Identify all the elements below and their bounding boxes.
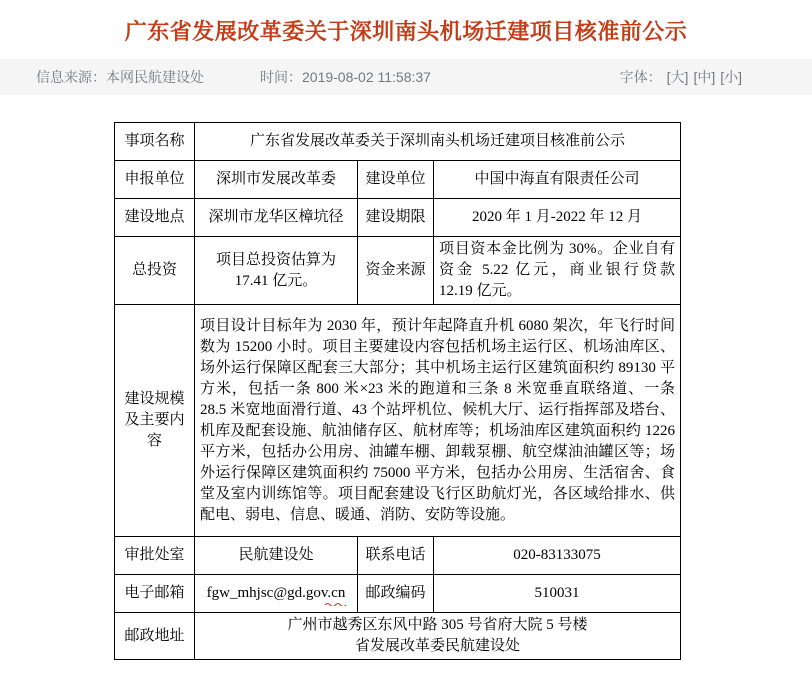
row-value-approval-office: 民航建设处 bbox=[195, 537, 358, 575]
row-label-total-investment: 总投资 bbox=[115, 237, 195, 305]
spellcheck-squiggle-icon bbox=[325, 602, 346, 606]
row-value-phone: 020-83133075 bbox=[434, 537, 681, 575]
row-label-postcode: 邮政编码 bbox=[358, 575, 434, 613]
row-value-address bbox=[195, 613, 681, 660]
time-info: 时间：2019-08-02 11:58:37 bbox=[260, 69, 431, 85]
font-size-controls bbox=[620, 67, 742, 87]
row-label-location: 建设地点 bbox=[115, 199, 195, 237]
email-text: fgw_mhjsc@gd.gov.cn bbox=[206, 585, 346, 601]
address-line-2: 省发展改革委民航建设处 bbox=[355, 638, 521, 654]
row-value-email bbox=[195, 575, 358, 613]
row-label-scale: 建设规模及主要内容 bbox=[115, 305, 195, 537]
row-value-construction-unit: 中国中海直有限责任公司 bbox=[434, 161, 681, 199]
address-line-1: 广州市越秀区东风中路 305 号省府大院 5 号楼 bbox=[287, 617, 588, 633]
row-label-email: 电子邮箱 bbox=[115, 575, 195, 613]
table-row-scale bbox=[115, 305, 681, 537]
row-label-construction-unit: 建设单位 bbox=[358, 161, 434, 199]
row-label-address: 邮政地址 bbox=[115, 613, 195, 660]
row-label-item-name: 事项名称 bbox=[115, 123, 195, 161]
font-size-small-button[interactable]: [小] bbox=[720, 69, 742, 85]
font-size-label: 字体： bbox=[619, 69, 662, 85]
page-title: 广东省发展改革委关于深圳南头机场迁建项目核准前公示 bbox=[124, 19, 688, 44]
table-row-office bbox=[115, 537, 681, 575]
row-label-approval-office: 审批处室 bbox=[115, 537, 195, 575]
table-row-email bbox=[115, 575, 681, 613]
meta-bar bbox=[0, 59, 812, 95]
table-row-item-name bbox=[115, 123, 681, 161]
notice-table-container bbox=[114, 122, 812, 660]
row-value-applicant-unit: 深圳市发展改革委 bbox=[195, 161, 358, 199]
row-label-period: 建设期限 bbox=[358, 199, 434, 237]
table-row-location bbox=[115, 199, 681, 237]
row-value-total-investment: 项目总投资估算为 17.41 亿元。 bbox=[195, 237, 358, 305]
row-value-period: 2020 年 1 月-2022 年 12 月 bbox=[434, 199, 681, 237]
row-label-applicant-unit: 申报单位 bbox=[115, 161, 195, 199]
row-value-item-name: 广东省发展改革委关于深圳南头机场迁建项目核准前公示 bbox=[195, 123, 681, 161]
row-value-scale: 项目设计目标年为 2030 年，预计年起降直升机 6080 架次，年飞行时间数为 15200 小时。项目主要建设内容包括机场主运行区、机场油库区、场外运行保障区配套三大部分；其中机场主运行区建筑面积约 89130 平方米，包括一条 800 米×23 米的跑道和三条 8 米宽垂直联络道、一条 28.5 米宽地面滑行道、43 个站坪机位、候机大厅、运行指挥部及塔台、机库及配套设施、航油储存区、航材库等；机场油库区建筑面积约 1226 平方米，包括办公用房、油罐车棚、卸载泵棚、航空煤油油罐区等；场外运行保障区建筑面积约 75000 平方米，包括办公用房、生活宿舍、食堂及室内训练馆等。项目配套建设飞行区助航灯光，各区域给排水、供配电、弱电、信息、暖通、消防、安防等设施。 bbox=[195, 305, 681, 537]
table-row-address bbox=[115, 613, 681, 660]
row-label-funding-source: 资金来源 bbox=[358, 237, 434, 305]
table-row-investment bbox=[115, 237, 681, 305]
row-value-funding-source: 项目资本金比例为 30%。企业自有资金 5.22 亿元，商业银行贷款 12.19 亿元。 bbox=[434, 237, 681, 305]
table-row-units bbox=[115, 161, 681, 199]
source-info: 信息来源：本网民航建设处 bbox=[36, 69, 204, 85]
row-label-phone: 联系电话 bbox=[358, 537, 434, 575]
notice-table bbox=[114, 122, 681, 660]
font-size-large-button[interactable]: [大] bbox=[666, 69, 689, 85]
font-size-medium-button[interactable]: [中] bbox=[693, 69, 716, 85]
row-value-location: 深圳市龙华区樟坑径 bbox=[195, 199, 358, 237]
row-value-postcode: 510031 bbox=[434, 575, 681, 613]
